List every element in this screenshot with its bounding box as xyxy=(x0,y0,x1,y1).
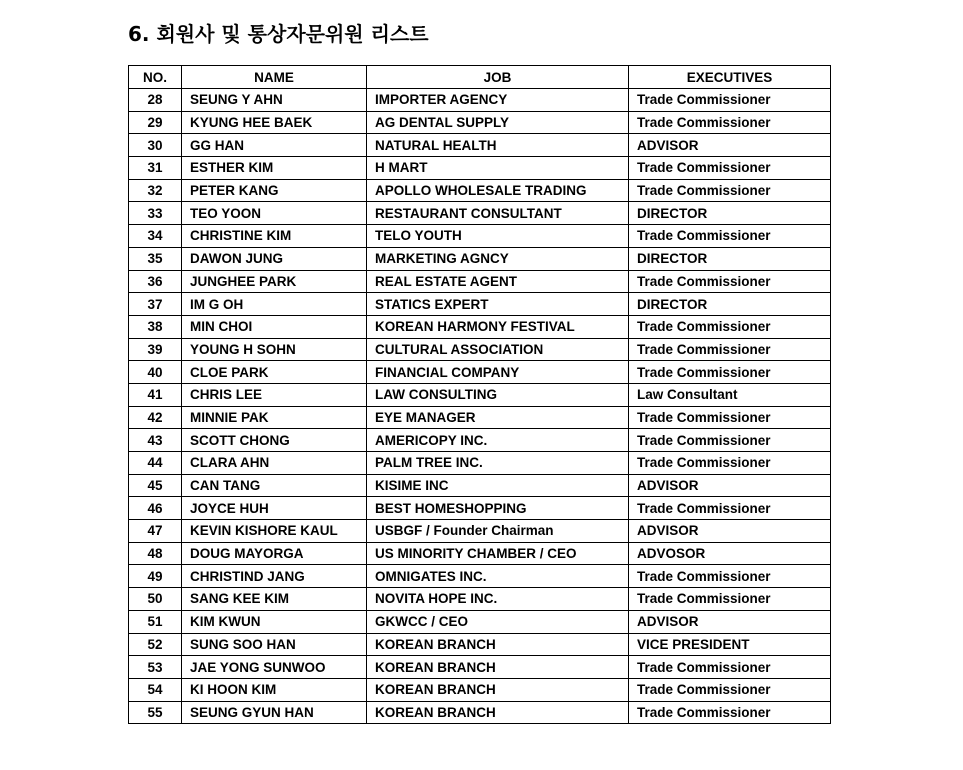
cell-job: KOREAN BRANCH xyxy=(367,701,629,724)
cell-executives: Trade Commissioner xyxy=(629,656,831,679)
cell-executives: Trade Commissioner xyxy=(629,225,831,248)
cell-no: 37 xyxy=(129,293,182,316)
cell-executives: ADVISOR xyxy=(629,474,831,497)
cell-name: KYUNG HEE BAEK xyxy=(182,111,367,134)
table-row xyxy=(129,89,831,112)
cell-no: 32 xyxy=(129,179,182,202)
cell-executives: Trade Commissioner xyxy=(629,452,831,475)
cell-no: 51 xyxy=(129,610,182,633)
cell-executives: ADVISOR xyxy=(629,520,831,543)
cell-job: AG DENTAL SUPPLY xyxy=(367,111,629,134)
cell-job: PALM TREE INC. xyxy=(367,452,629,475)
table-row xyxy=(129,610,831,633)
cell-name: CLARA AHN xyxy=(182,452,367,475)
cell-no: 55 xyxy=(129,701,182,724)
cell-job: REAL ESTATE AGENT xyxy=(367,270,629,293)
table-header-row xyxy=(129,66,831,89)
cell-name: TEO YOON xyxy=(182,202,367,225)
cell-name: CHRISTINE KIM xyxy=(182,225,367,248)
cell-name: MIN CHOI xyxy=(182,315,367,338)
cell-job: IMPORTER AGENCY xyxy=(367,89,629,112)
cell-name: SCOTT CHONG xyxy=(182,429,367,452)
cell-executives: Trade Commissioner xyxy=(629,179,831,202)
cell-executives: ADVISOR xyxy=(629,134,831,157)
table-row xyxy=(129,406,831,429)
cell-executives: VICE PRESIDENT xyxy=(629,633,831,656)
cell-name: IM G OH xyxy=(182,293,367,316)
cell-name: JAE YONG SUNWOO xyxy=(182,656,367,679)
cell-job: USBGF / Founder Chairman xyxy=(367,520,629,543)
table-row xyxy=(129,202,831,225)
cell-no: 34 xyxy=(129,225,182,248)
cell-executives: DIRECTOR xyxy=(629,202,831,225)
cell-job: KOREAN BRANCH xyxy=(367,656,629,679)
cell-executives: Trade Commissioner xyxy=(629,406,831,429)
cell-no: 28 xyxy=(129,89,182,112)
header-job: JOB xyxy=(367,66,629,89)
table-row xyxy=(129,542,831,565)
cell-no: 35 xyxy=(129,247,182,270)
cell-job: KOREAN BRANCH xyxy=(367,633,629,656)
cell-job: AMERICOPY INC. xyxy=(367,429,629,452)
cell-job: STATICS EXPERT xyxy=(367,293,629,316)
cell-no: 29 xyxy=(129,111,182,134)
table-row xyxy=(129,565,831,588)
table-row xyxy=(129,656,831,679)
cell-job: FINANCIAL COMPANY xyxy=(367,361,629,384)
cell-job: US MINORITY CHAMBER / CEO xyxy=(367,542,629,565)
member-table xyxy=(128,65,831,724)
table-body xyxy=(129,89,831,724)
cell-executives: Trade Commissioner xyxy=(629,157,831,180)
cell-no: 33 xyxy=(129,202,182,225)
table-row xyxy=(129,474,831,497)
cell-name: DOUG MAYORGA xyxy=(182,542,367,565)
table-row xyxy=(129,361,831,384)
cell-job: TELO YOUTH xyxy=(367,225,629,248)
cell-job: EYE MANAGER xyxy=(367,406,629,429)
cell-no: 36 xyxy=(129,270,182,293)
cell-no: 31 xyxy=(129,157,182,180)
table-row xyxy=(129,452,831,475)
cell-executives: Trade Commissioner xyxy=(629,111,831,134)
table-row xyxy=(129,134,831,157)
table-row xyxy=(129,247,831,270)
cell-job: GKWCC / CEO xyxy=(367,610,629,633)
cell-name: SEUNG Y AHN xyxy=(182,89,367,112)
cell-executives: Trade Commissioner xyxy=(629,89,831,112)
cell-job: H MART xyxy=(367,157,629,180)
cell-name: SUNG SOO HAN xyxy=(182,633,367,656)
cell-name: CAN TANG xyxy=(182,474,367,497)
cell-job: KOREAN BRANCH xyxy=(367,678,629,701)
cell-executives: Trade Commissioner xyxy=(629,315,831,338)
cell-no: 45 xyxy=(129,474,182,497)
cell-no: 54 xyxy=(129,678,182,701)
cell-name: YOUNG H SOHN xyxy=(182,338,367,361)
cell-executives: Trade Commissioner xyxy=(629,588,831,611)
cell-name: SANG KEE KIM xyxy=(182,588,367,611)
cell-name: JUNGHEE PARK xyxy=(182,270,367,293)
table-row xyxy=(129,157,831,180)
table-row xyxy=(129,520,831,543)
cell-name: PETER KANG xyxy=(182,179,367,202)
cell-name: KEVIN KISHORE KAUL xyxy=(182,520,367,543)
cell-no: 42 xyxy=(129,406,182,429)
cell-no: 30 xyxy=(129,134,182,157)
cell-job: KOREAN HARMONY FESTIVAL xyxy=(367,315,629,338)
cell-job: MARKETING AGNCY xyxy=(367,247,629,270)
table-row xyxy=(129,270,831,293)
cell-job: NATURAL HEALTH xyxy=(367,134,629,157)
cell-no: 39 xyxy=(129,338,182,361)
cell-no: 43 xyxy=(129,429,182,452)
cell-no: 46 xyxy=(129,497,182,520)
table-row xyxy=(129,225,831,248)
cell-name: SEUNG GYUN HAN xyxy=(182,701,367,724)
cell-executives: Trade Commissioner xyxy=(629,338,831,361)
header-executives: EXECUTIVES xyxy=(629,66,831,89)
cell-executives: Trade Commissioner xyxy=(629,497,831,520)
table-row xyxy=(129,293,831,316)
table-row xyxy=(129,383,831,406)
cell-job: RESTAURANT CONSULTANT xyxy=(367,202,629,225)
cell-name: CHRISTIND JANG xyxy=(182,565,367,588)
page-title: 6. 회원사 및 통상자문위원 리스트 xyxy=(128,22,429,46)
table-row xyxy=(129,315,831,338)
cell-executives: Trade Commissioner xyxy=(629,361,831,384)
table-row xyxy=(129,497,831,520)
cell-no: 53 xyxy=(129,656,182,679)
table-row xyxy=(129,678,831,701)
cell-name: GG HAN xyxy=(182,134,367,157)
cell-executives: Trade Commissioner xyxy=(629,678,831,701)
cell-name: JOYCE HUH xyxy=(182,497,367,520)
cell-name: MINNIE PAK xyxy=(182,406,367,429)
table-row xyxy=(129,179,831,202)
cell-no: 40 xyxy=(129,361,182,384)
cell-job: KISIME INC xyxy=(367,474,629,497)
cell-no: 38 xyxy=(129,315,182,338)
cell-executives: Trade Commissioner xyxy=(629,429,831,452)
cell-no: 49 xyxy=(129,565,182,588)
cell-job: CULTURAL ASSOCIATION xyxy=(367,338,629,361)
cell-executives: DIRECTOR xyxy=(629,293,831,316)
table-row xyxy=(129,633,831,656)
cell-no: 41 xyxy=(129,383,182,406)
cell-name: CLOE PARK xyxy=(182,361,367,384)
cell-executives: DIRECTOR xyxy=(629,247,831,270)
cell-no: 44 xyxy=(129,452,182,475)
cell-no: 52 xyxy=(129,633,182,656)
table-row xyxy=(129,701,831,724)
cell-job: NOVITA HOPE INC. xyxy=(367,588,629,611)
cell-executives: Trade Commissioner xyxy=(629,701,831,724)
cell-job: LAW CONSULTING xyxy=(367,383,629,406)
cell-job: OMNIGATES INC. xyxy=(367,565,629,588)
header-name: NAME xyxy=(182,66,367,89)
cell-name: KI HOON KIM xyxy=(182,678,367,701)
cell-no: 48 xyxy=(129,542,182,565)
cell-no: 50 xyxy=(129,588,182,611)
cell-executives: Trade Commissioner xyxy=(629,270,831,293)
cell-executives: ADVOSOR xyxy=(629,542,831,565)
table-row xyxy=(129,429,831,452)
cell-job: BEST HOMESHOPPING xyxy=(367,497,629,520)
cell-name: CHRIS LEE xyxy=(182,383,367,406)
table-row xyxy=(129,338,831,361)
cell-executives: ADVISOR xyxy=(629,610,831,633)
table-row xyxy=(129,588,831,611)
cell-name: KIM KWUN xyxy=(182,610,367,633)
cell-name: DAWON JUNG xyxy=(182,247,367,270)
cell-no: 47 xyxy=(129,520,182,543)
cell-name: ESTHER KIM xyxy=(182,157,367,180)
cell-executives: Law Consultant xyxy=(629,383,831,406)
cell-executives: Trade Commissioner xyxy=(629,565,831,588)
table-row xyxy=(129,111,831,134)
header-no: NO. xyxy=(129,66,182,89)
cell-job: APOLLO WHOLESALE TRADING xyxy=(367,179,629,202)
